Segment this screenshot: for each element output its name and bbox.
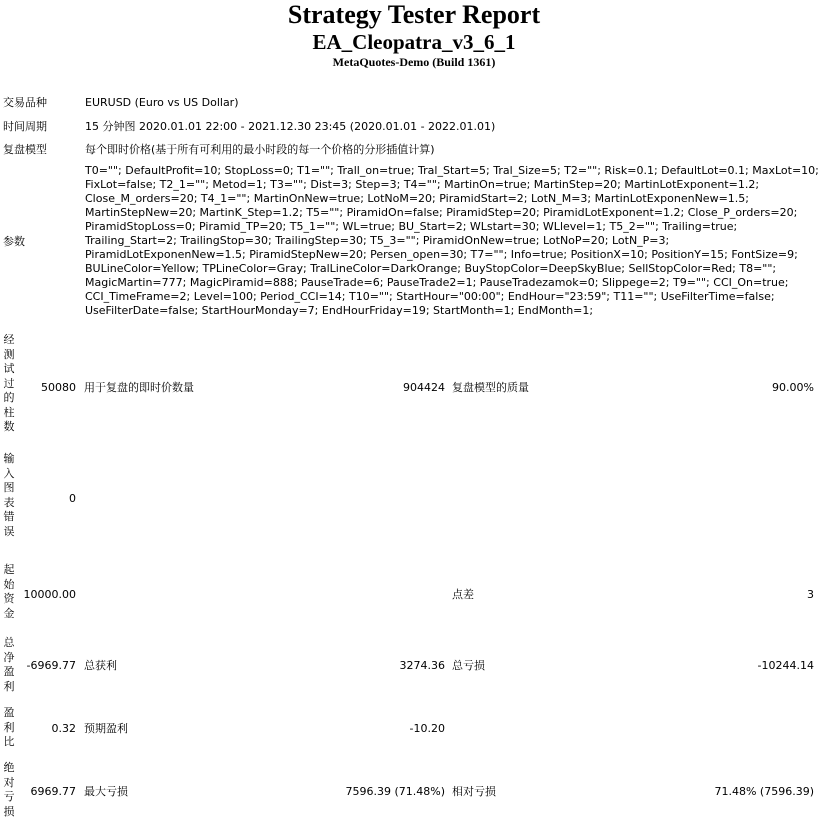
bars-value: 50080: [41, 381, 76, 394]
abs-dd-label: 绝对亏损: [3, 761, 15, 818]
payoff-label: 预期盈利: [84, 722, 128, 735]
symbol-value: EURUSD (Euro vs US Dollar): [85, 96, 239, 109]
errors-value: 0: [69, 492, 76, 505]
max-dd-label: 最大亏损: [84, 785, 128, 798]
spread-value: 3: [807, 588, 814, 601]
params-label: 参数: [3, 235, 25, 248]
deposit-label: 起始资金: [3, 563, 15, 620]
model-value: 每个即时价格(基于所有可利用的最小时段的每一个价格的分形插值计算): [85, 143, 435, 156]
errors-label: 输入图表错误: [3, 452, 15, 538]
gross-loss-label: 总亏损: [452, 659, 485, 672]
abs-dd-value: 6969.77: [30, 785, 76, 798]
gross-loss-value: -10244.14: [757, 659, 814, 672]
server-build: MetaQuotes-Demo (Build 1361): [332, 55, 496, 69]
ticks-label: 用于复盘的即时价数量: [84, 381, 194, 394]
bars-label: 经测试过的柱数: [3, 333, 15, 433]
period-value: 15 分钟图 2020.01.01 22:00 - 2021.12.30 23:45 (2020.01.01 - 2022.01.01): [85, 120, 496, 133]
pf-value: 0.32: [51, 722, 76, 735]
ticks-value: 904424: [403, 381, 445, 394]
max-dd-value: 7596.39 (71.48%): [345, 785, 445, 798]
gross-profit-value: 3274.36: [399, 659, 445, 672]
rel-dd-label: 相对亏损: [452, 785, 496, 798]
period-label: 时间周期: [3, 120, 47, 133]
spread-label: 点差: [452, 588, 474, 601]
rel-dd-value: 71.48% (7596.39): [714, 785, 814, 798]
params-value: T0=""; DefaultProfit=10; StopLoss=0; T1=""; Trall_on=true; Tral_Start=5; Tral_Size=5; T2=""; Risk=0.1; DefaultLot=0.1; MaxLot=10; FixLot=false; T2_1=""; Metod=1; T3=""; Dist=3; Step=3; T4=""; MartinOn=true; MartinStep=20; MartinLotExponent=1.2; Close_M_orders=20; T4_1=""; MartinOnNew=true; LotNoM=20; PiramidStart=2; LotN_M=3; MartinLotExponenNew=1.5; MartinStepNew=20; MartinK_Step=1.2; T5=""; PiramidOn=false; PiramidStep=20; PiramidLotExponent=1.2; Close_P_orders=20; PiramidStopLoss=0; Piramid_TP=20; T5_1=""; WL=true; BU_Start=2; WLstart=30; WLlevel=1; T5_2=""; Trailing=true; Trailing_Start=2; TrailingStop=30; TrailingStep=30; T5_3=""; PiramidOnNew=true; LotNoP=20; LotN_P=3; PiramidLotExponenNew=1.5; PiramidStepNew=20; Persen_open=30; T7=""; Info=true; PositionX=10; PositionY=15; FontSize=9; BULineColor=Yellow; TPLineColor=Gray; TralLineColor=DarkOrange; BuyStopColor=DeepSkyBlue; SellStopColor=Red; T8=""; MagicMartin=777; MagicPiramid=888; PauseTrade=6; PauseTrade2=1; PauseTradezamok=0; Slippege=2; T9=""; CCI_On=true; CCI_TimeFrame=2; Level=100; Period_CCI=14; T10=""; StartHour="00:00"; EndHour="23:59"; T11=""; UseFilterTime=false; UseFilterDate=false; StartHourMonday=7; EndHourFriday=19; StartMonth=1; EndMonth=1;: [85, 164, 819, 317]
deposit-value: 10000.00: [23, 588, 76, 601]
pf-label: 盈利比: [3, 706, 15, 748]
report-title: Strategy Tester Report: [287, 0, 541, 29]
model-label: 复盘模型: [3, 143, 47, 156]
ea-name: EA_Cleopatra_v3_6_1: [312, 30, 516, 54]
symbol-label: 交易品种: [3, 96, 47, 109]
gross-profit-label: 总获利: [84, 659, 117, 672]
quality-value: 90.00%: [772, 381, 814, 394]
payoff-value: -10.20: [409, 722, 445, 735]
net-label: 总净盈利: [3, 636, 15, 693]
quality-label: 复盘模型的质量: [452, 381, 529, 394]
net-value: -6969.77: [26, 659, 76, 672]
